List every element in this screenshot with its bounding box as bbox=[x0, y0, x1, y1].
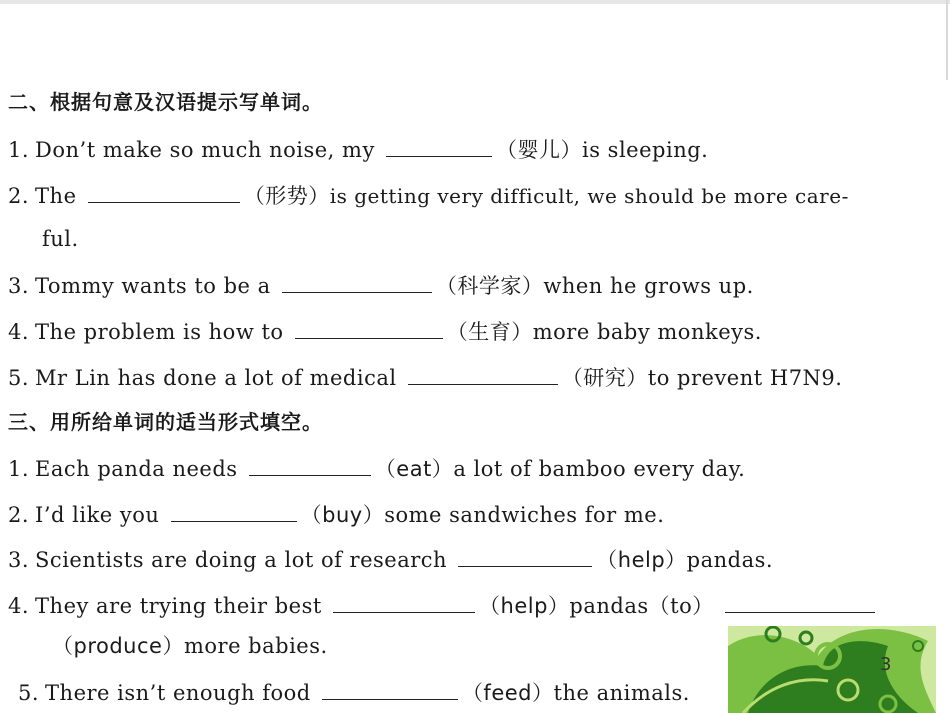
right-border bbox=[946, 0, 948, 80]
item-text-post: is sleeping. bbox=[582, 138, 709, 162]
section-3-title: 三、用所给单词的适当形式填空。 bbox=[8, 410, 323, 434]
item-hint: （科学家） bbox=[435, 274, 544, 298]
item-hint: （研究） bbox=[561, 366, 648, 390]
s3-item-3 bbox=[8, 544, 773, 574]
s2-item-4 bbox=[8, 316, 762, 346]
item-number: 2. bbox=[8, 184, 30, 208]
answer-blank[interactable] bbox=[458, 544, 592, 567]
item-text-post: to prevent H7N9. bbox=[647, 366, 843, 390]
top-border bbox=[0, 0, 950, 4]
item-number: 1. bbox=[8, 138, 30, 162]
leaf-icon bbox=[728, 626, 936, 713]
item-text-pre: Don’t make so much noise, my bbox=[35, 138, 375, 162]
item-text-pre: Tommy wants to be a bbox=[35, 274, 271, 298]
item-text-pre: The problem is how to bbox=[35, 320, 284, 344]
item-number: 2. bbox=[8, 503, 30, 527]
s2-item-1 bbox=[8, 134, 708, 164]
item-text-post: a lot of bamboo every day. bbox=[453, 457, 746, 481]
item-text-post: is getting very difficult, we should be more care- bbox=[329, 184, 849, 208]
item-text-post: more baby monkeys. bbox=[532, 320, 762, 344]
answer-blank[interactable] bbox=[386, 134, 492, 157]
s2-item-2-cont: ful. bbox=[42, 227, 79, 251]
leaf-decoration bbox=[728, 626, 936, 713]
answer-blank[interactable] bbox=[295, 316, 443, 339]
item-number: 3. bbox=[8, 274, 30, 298]
item-text-pre: Mr Lin has done a lot of medical bbox=[35, 366, 397, 390]
item-number: 4. bbox=[8, 594, 30, 618]
s2-item-2 bbox=[8, 180, 849, 210]
answer-blank[interactable] bbox=[333, 590, 475, 613]
item-hint: （生育） bbox=[446, 320, 533, 344]
item-hint: （eat） bbox=[374, 457, 454, 481]
item-hint: （形势） bbox=[243, 184, 330, 208]
s2-item-5 bbox=[8, 362, 842, 392]
item-text-pre: I’d like you bbox=[35, 503, 160, 527]
answer-blank[interactable] bbox=[171, 499, 297, 522]
item-text-post: some sandwiches for me. bbox=[384, 503, 665, 527]
s3-item-1 bbox=[8, 453, 745, 483]
item-text-post: the animals. bbox=[553, 681, 690, 705]
item-hint: （help） bbox=[596, 548, 687, 572]
answer-blank[interactable] bbox=[408, 362, 558, 385]
item-number: 3. bbox=[8, 548, 30, 572]
answer-blank[interactable] bbox=[249, 453, 371, 476]
item-text-post: pandas. bbox=[686, 548, 774, 572]
item-text-post: when he grows up. bbox=[543, 274, 754, 298]
item-text-pre: Each panda needs bbox=[35, 457, 238, 481]
section-2-title: 二、根据句意及汉语提示写单词。 bbox=[8, 90, 323, 114]
s3-item-4 bbox=[8, 590, 879, 620]
item-hint: （婴儿） bbox=[496, 138, 583, 162]
item-text-post: more babies. bbox=[183, 634, 328, 658]
answer-blank[interactable] bbox=[88, 180, 240, 203]
item-number: 5. bbox=[18, 681, 40, 705]
item-text-pre: Scientists are doing a lot of research bbox=[35, 548, 448, 572]
s3-item-5 bbox=[18, 677, 690, 707]
item-hint: （feed） bbox=[461, 681, 554, 705]
item-text-pre: There isn’t enough food bbox=[45, 681, 311, 705]
item-number: 5. bbox=[8, 366, 30, 390]
item-text-pre: They are trying their best bbox=[35, 594, 322, 618]
s2-item-3 bbox=[8, 270, 754, 300]
s3-item-4-cont bbox=[52, 632, 328, 660]
item-number: 1. bbox=[8, 457, 30, 481]
answer-blank-2[interactable] bbox=[725, 590, 875, 613]
item-text-pre: The bbox=[35, 184, 77, 208]
item-number: 4. bbox=[8, 320, 30, 344]
item-hint: （help） bbox=[479, 594, 570, 618]
item-hint: （produce） bbox=[52, 634, 184, 658]
page-number: 3 bbox=[880, 654, 892, 675]
answer-blank[interactable] bbox=[282, 270, 432, 293]
s3-item-2 bbox=[8, 499, 664, 529]
item-hint: （buy） bbox=[300, 503, 385, 527]
item-text-post: pandas（to） bbox=[569, 594, 714, 618]
answer-blank[interactable] bbox=[322, 677, 458, 700]
